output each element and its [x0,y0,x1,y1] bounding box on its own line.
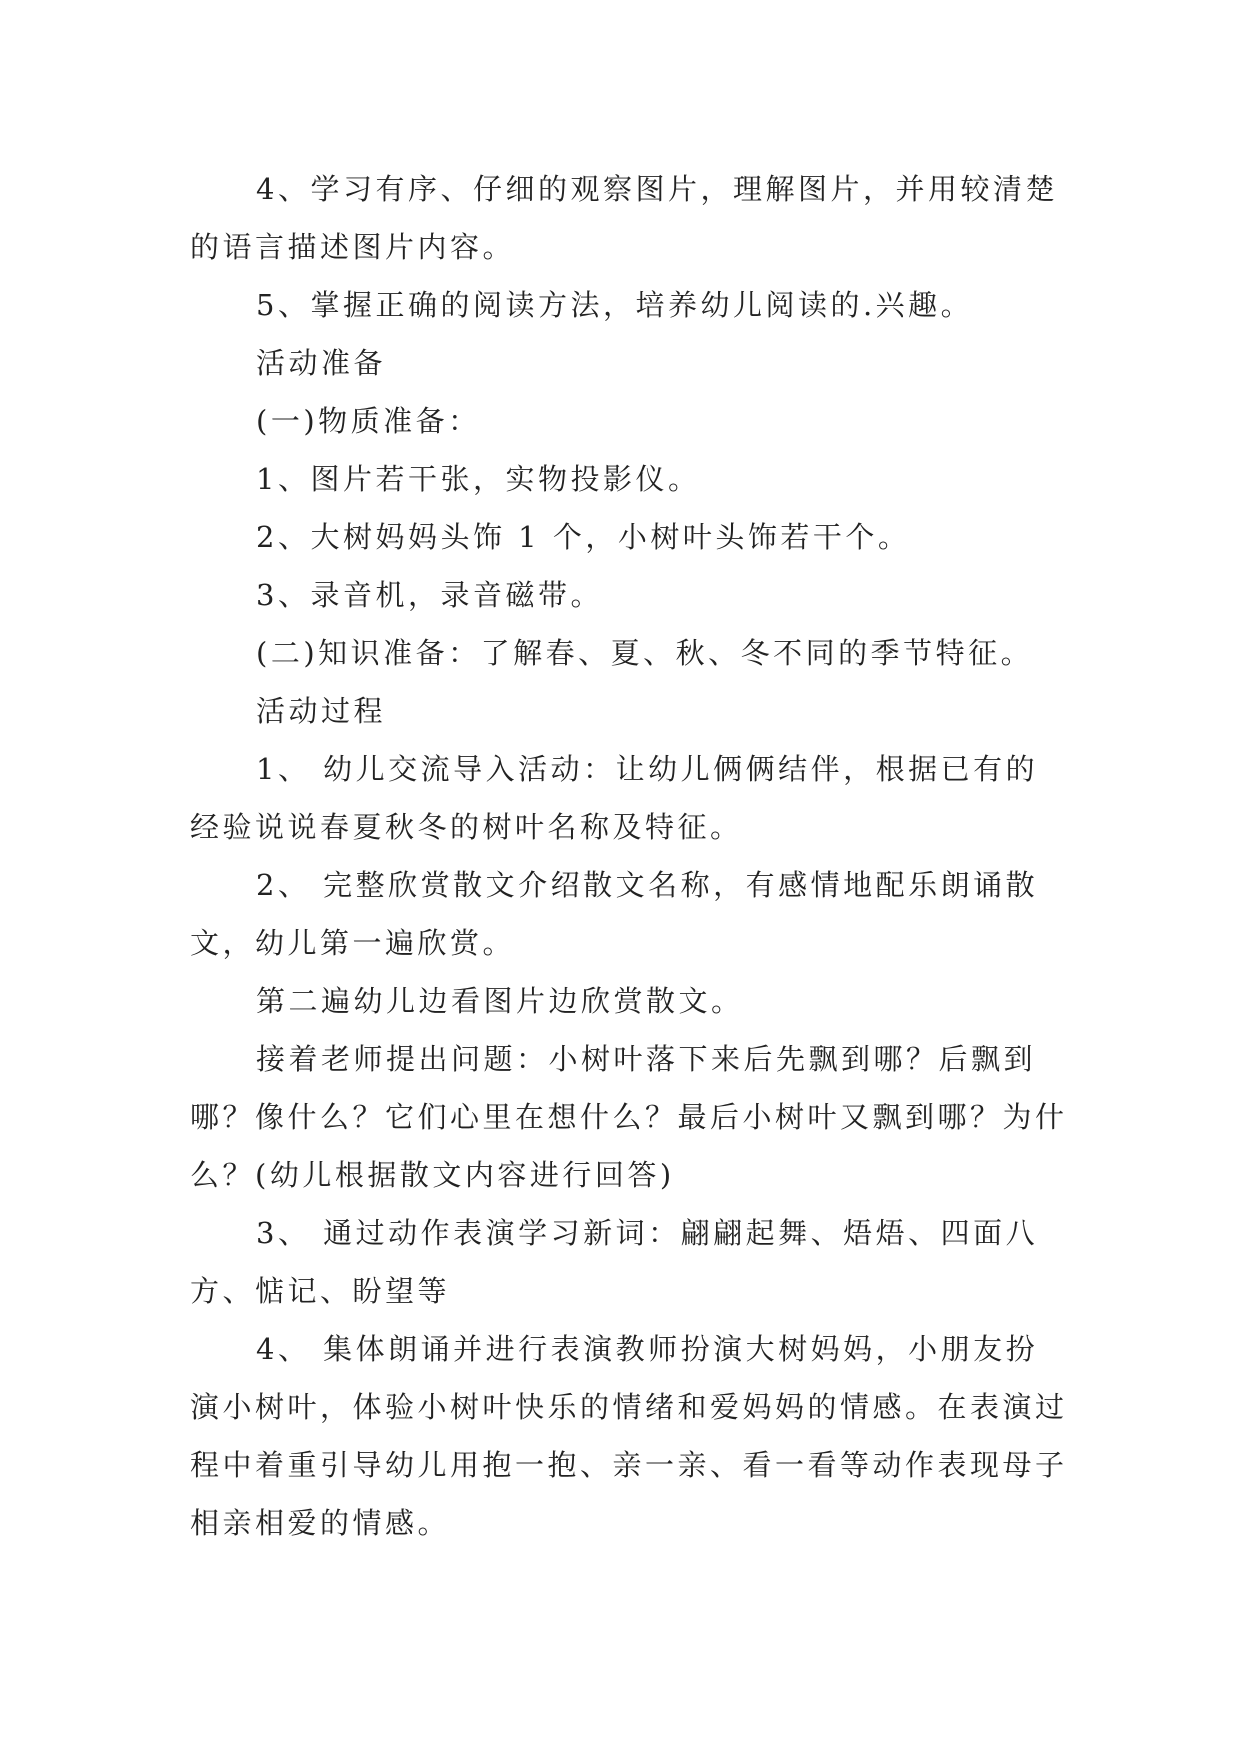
paragraph-teacher-questions: 接着老师提出问题：小树叶落下来后先飘到哪？后飘到哪？像什么？它们心里在想什么？最后小树叶又飘到哪？为什么？(幼儿根据散文内容进行回答) [190,1042,1068,1192]
list-item-material-1: 1、图片若干张，实物投影仪。 [256,462,701,496]
paragraph-second-appreciation: 第二遍幼儿边看图片边欣赏散文。 [256,984,744,1018]
list-item-process-2: 2、 完整欣赏散文介绍散文名称，有感情地配乐朗诵散文，幼儿第一遍欣赏。 [190,868,1039,960]
heading-activity-preparation: 活动准备 [256,346,387,380]
paragraph-knowledge-preparation: (二)知识准备：了解春、夏、秋、冬不同的季节特征。 [256,636,1034,670]
list-item-process-1: 1、 幼儿交流导入活动：让幼儿俩俩结伴，根据已有的经验说说春夏秋冬的树叶名称及特征。 [190,752,1039,844]
document-body [190,160,1070,1552]
heading-activity-process: 活动过程 [256,694,387,728]
paragraph-objective-4: 4、学习有序、仔细的观察图片，理解图片，并用较清楚的语言描述图片内容。 [190,172,1058,264]
heading-material-preparation: (一)物质准备： [256,404,481,438]
list-item-material-3: 3、录音机，录音磁带。 [256,578,603,612]
list-item-process-3: 3、 通过动作表演学习新词：翩翩起舞、焐焐、四面八方、惦记、盼望等 [190,1216,1039,1308]
paragraph-objective-5: 5、掌握正确的阅读方法，培养幼儿阅读的.兴趣。 [256,288,974,322]
list-item-material-2: 2、大树妈妈头饰 1 个，小树叶头饰若干个。 [256,520,911,554]
list-item-process-4: 4、 集体朗诵并进行表演教师扮演大树妈妈，小朋友扮演小树叶，体验小树叶快乐的情绪和爱妈妈的情感。在表演过程中着重引导幼儿用抱一抱、亲一亲、看一看等动作表现母子相亲相爱的情感。 [190,1332,1068,1540]
